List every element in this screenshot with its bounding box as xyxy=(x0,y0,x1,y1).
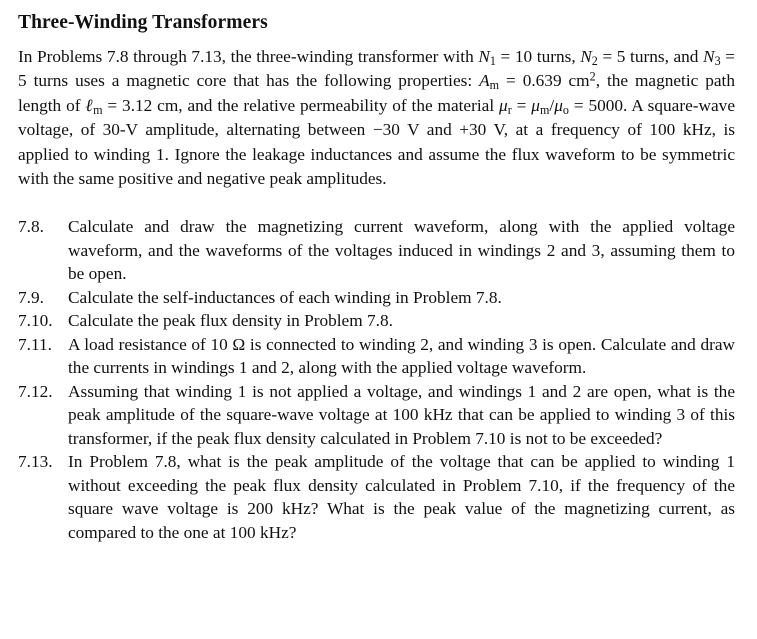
am-superscript: 2 xyxy=(589,69,596,84)
problem-number: 7.12. xyxy=(18,381,53,401)
problem-text: A load resistance of 10 Ω is connected to winding 2, and winding 3 is open. Calculate and draw the currents in windings 1 and 2, along with the applied voltage waveform. xyxy=(68,334,735,378)
n2-subscript: 2 xyxy=(591,54,598,69)
intro-text: In Problems 7.8 through 7.13, the three-winding transformer with xyxy=(18,47,479,66)
mum-subscript: m xyxy=(539,102,550,117)
n1-value: = 10 turns, xyxy=(495,47,581,66)
n1-subscript: 1 xyxy=(489,54,496,69)
problem-text: In Problem 7.8, what is the peak amplitude of the voltage that can be applied to winding 1 without exceeding the peak flux density calculated in Problem 7.10, if the frequency of the square wave voltage is 200 kHz? What is the peak value of the magnetizing current, as compared to the one at 100 kHz? xyxy=(68,452,735,542)
n3-subscript: 3 xyxy=(714,54,721,69)
problem-item xyxy=(18,380,735,451)
problem-item xyxy=(18,309,735,333)
problem-item xyxy=(18,215,735,286)
problem-number: 7.11. xyxy=(18,334,52,354)
problem-number: 7.9. xyxy=(18,287,44,307)
n2-symbol: N xyxy=(580,47,592,66)
mum-symbol: μ xyxy=(531,95,540,115)
problem-text: Calculate and draw the magnetizing current waveform, along with the applied voltage waveform, and the waveforms of the voltages induced in windings 2 and 3, assuming them to be open. xyxy=(68,217,735,284)
muo-subscript: o xyxy=(562,102,569,117)
problem-item xyxy=(18,333,735,380)
problem-number: 7.13. xyxy=(18,452,53,472)
mur-symbol: μ xyxy=(499,95,508,115)
muo-symbol: μ xyxy=(554,95,563,115)
am-value: = 0.639 cm xyxy=(499,71,590,91)
am-symbol: A xyxy=(479,71,490,91)
lm-subscript: m xyxy=(93,102,103,117)
intro-paragraph xyxy=(18,45,735,191)
n3-symbol: N xyxy=(703,47,715,66)
n3-value: = 5 turns uses a magnetic core that has the following properties: xyxy=(18,47,735,91)
problem-list xyxy=(18,215,735,544)
problem-item xyxy=(18,450,735,544)
slash: / xyxy=(549,95,555,115)
equals-sign: = xyxy=(511,95,532,115)
problem-text: Assuming that winding 1 is not applied a voltage, and windings 1 and 2 are open, what is the peak amplitude of the square-wave voltage at 100 kHz that can be applied to winding 3 of this transformer, if the peak flux density calculated in Problem 7.10 is not to be exceeded? xyxy=(68,381,735,448)
am-subscript: m xyxy=(489,78,500,93)
lm-symbol: ℓ xyxy=(85,95,94,115)
problem-text: Calculate the peak flux density in Problem 7.8. xyxy=(68,311,393,331)
problem-number: 7.10. xyxy=(18,311,53,331)
intro-text: = 5000. A square-wave voltage, of 30-V amplitude, alternating between −30 V and +30 V, at a frequency of 100 kHz, is applied to winding 1. Ignore the leakage inductances and assume the flux waveform to be symmetric with the same positive and negative peak amplitudes. xyxy=(18,95,735,189)
problem-number: 7.8. xyxy=(18,217,44,237)
mur-subscript: r xyxy=(507,102,512,117)
problem-item xyxy=(18,286,735,310)
intro-text: , the magnetic path length of xyxy=(18,71,735,115)
n1-symbol: N xyxy=(478,47,490,66)
problem-text: Calculate the self-inductances of each winding in Problem 7.8. xyxy=(68,287,502,307)
lm-value: = 3.12 cm, and the relative permeability of the material xyxy=(102,95,500,115)
section-title: Three-Winding Transformers xyxy=(18,12,268,33)
n2-value: = 5 turns, and xyxy=(597,47,704,66)
